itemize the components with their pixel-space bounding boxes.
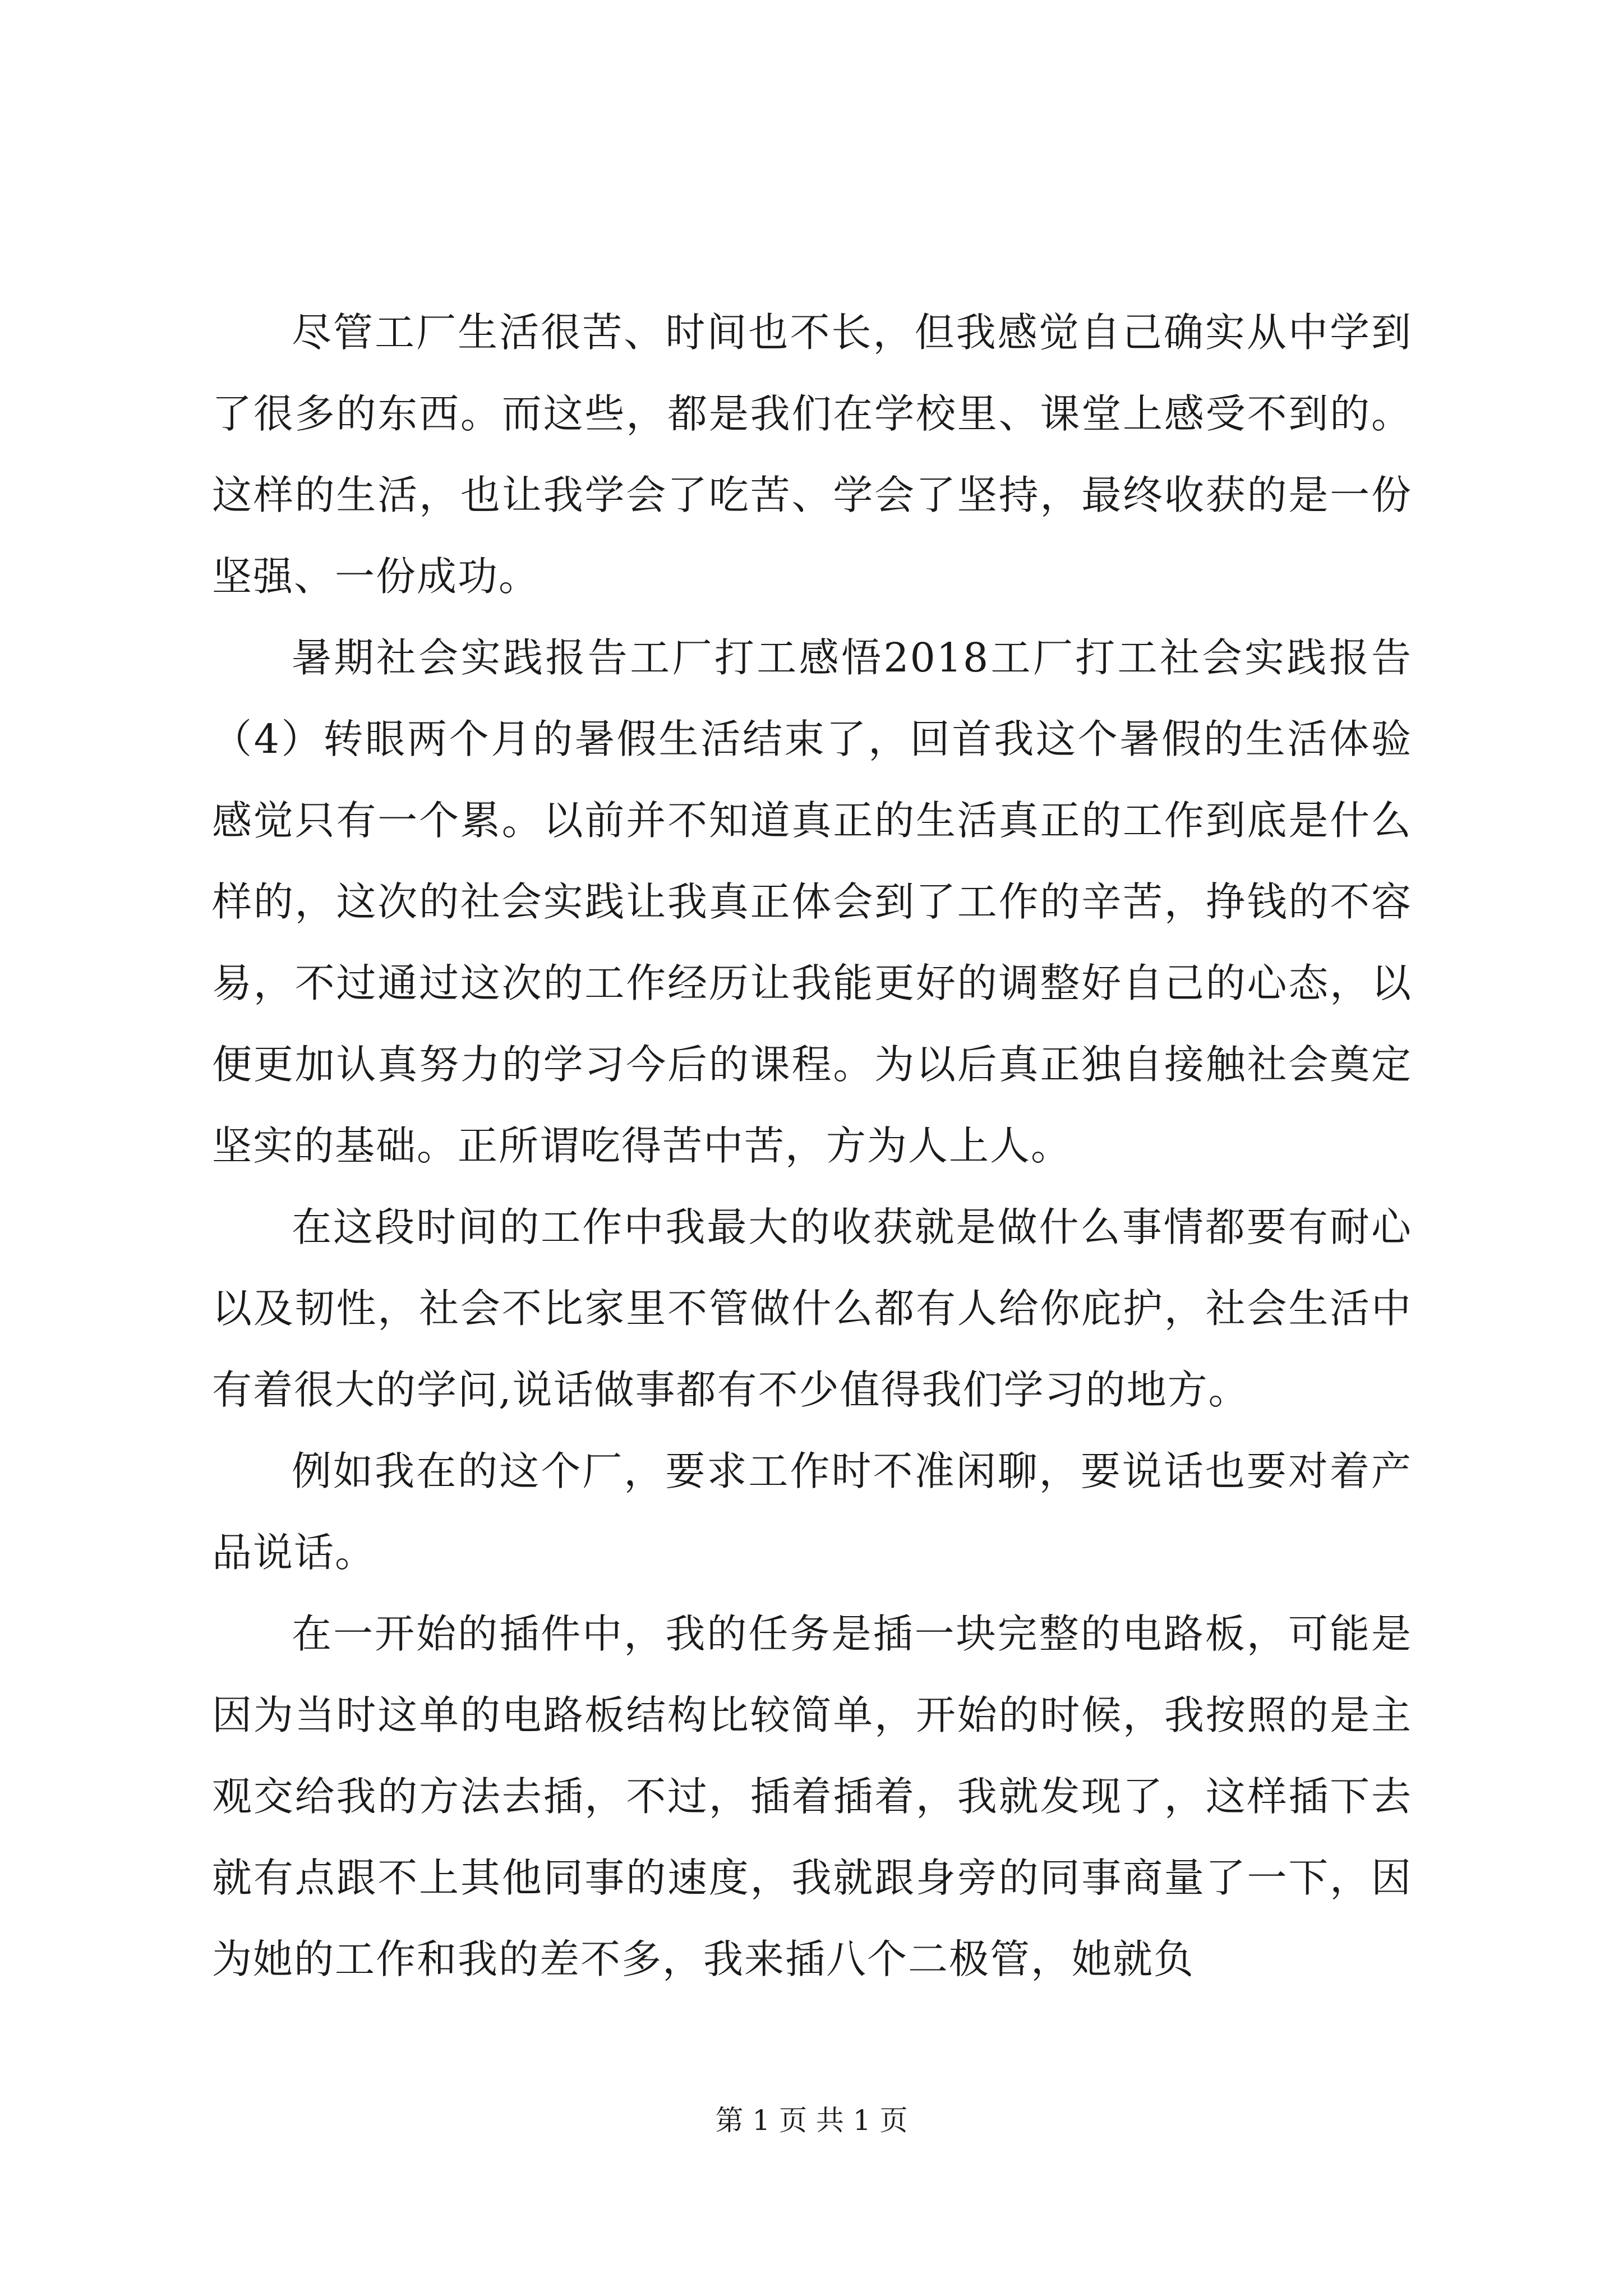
- paragraph-3: 在这段时间的工作中我最大的收获就是做什么事情都要有耐心以及韧性，社会不比家里不管做什么都有人给你庇护，社会生活中有着很大的学问,说话做事都有不少值得我们学习的地方。: [212, 1204, 1412, 1413]
- paragraph-1: 尽管工厂生活很苦、时间也不长，但我感觉自己确实从中学到了很多的东西。而这些，都是我们在学校里、课堂上感受不到的。这样的生活，也让我学会了吃苦、学会了坚持，最终收获的是一份坚强、一份成功。: [212, 309, 1412, 600]
- page-footer: [0, 2101, 1623, 2140]
- paragraph-5: 在一开始的插件中，我的任务是插一块完整的电路板，可能是因为当时这单的电路板结构比较简单，开始的时候，我按照的是主观交给我的方法去插，不过，插着插着，我就发现了，这样插下去就有点跟不上其他同事的速度，我就跟身旁的同事商量了一下，因为她的工作和我的差不多，我来插八个二极管，她就负: [212, 1611, 1412, 1982]
- paragraph-2: 暑期社会实践报告工厂打工感悟2018工厂打工社会实践报告（4）转眼两个月的暑假生活结束了，回首我这个暑假的生活体验感觉只有一个累。以前并不知道真正的生活真正的工作到底是什么样的，这次的社会实践让我真正体会到了工作的辛苦，挣钱的不容易，不过通过这次的工作经历让我能更好的调整好自己的心态，以便更加认真努力的学习今后的课程。为以后真正独自接触社会奠定坚实的基础。正所谓吃得苦中苦，方为人上人。: [212, 634, 1412, 1169]
- body-text: [212, 292, 1412, 2000]
- page-number-label: 第 1 页 共 1 页: [715, 2104, 908, 2137]
- paragraph-4: 例如我在的这个厂，要求工作时不准闲聊，要说话也要对着产品说话。: [212, 1448, 1412, 1576]
